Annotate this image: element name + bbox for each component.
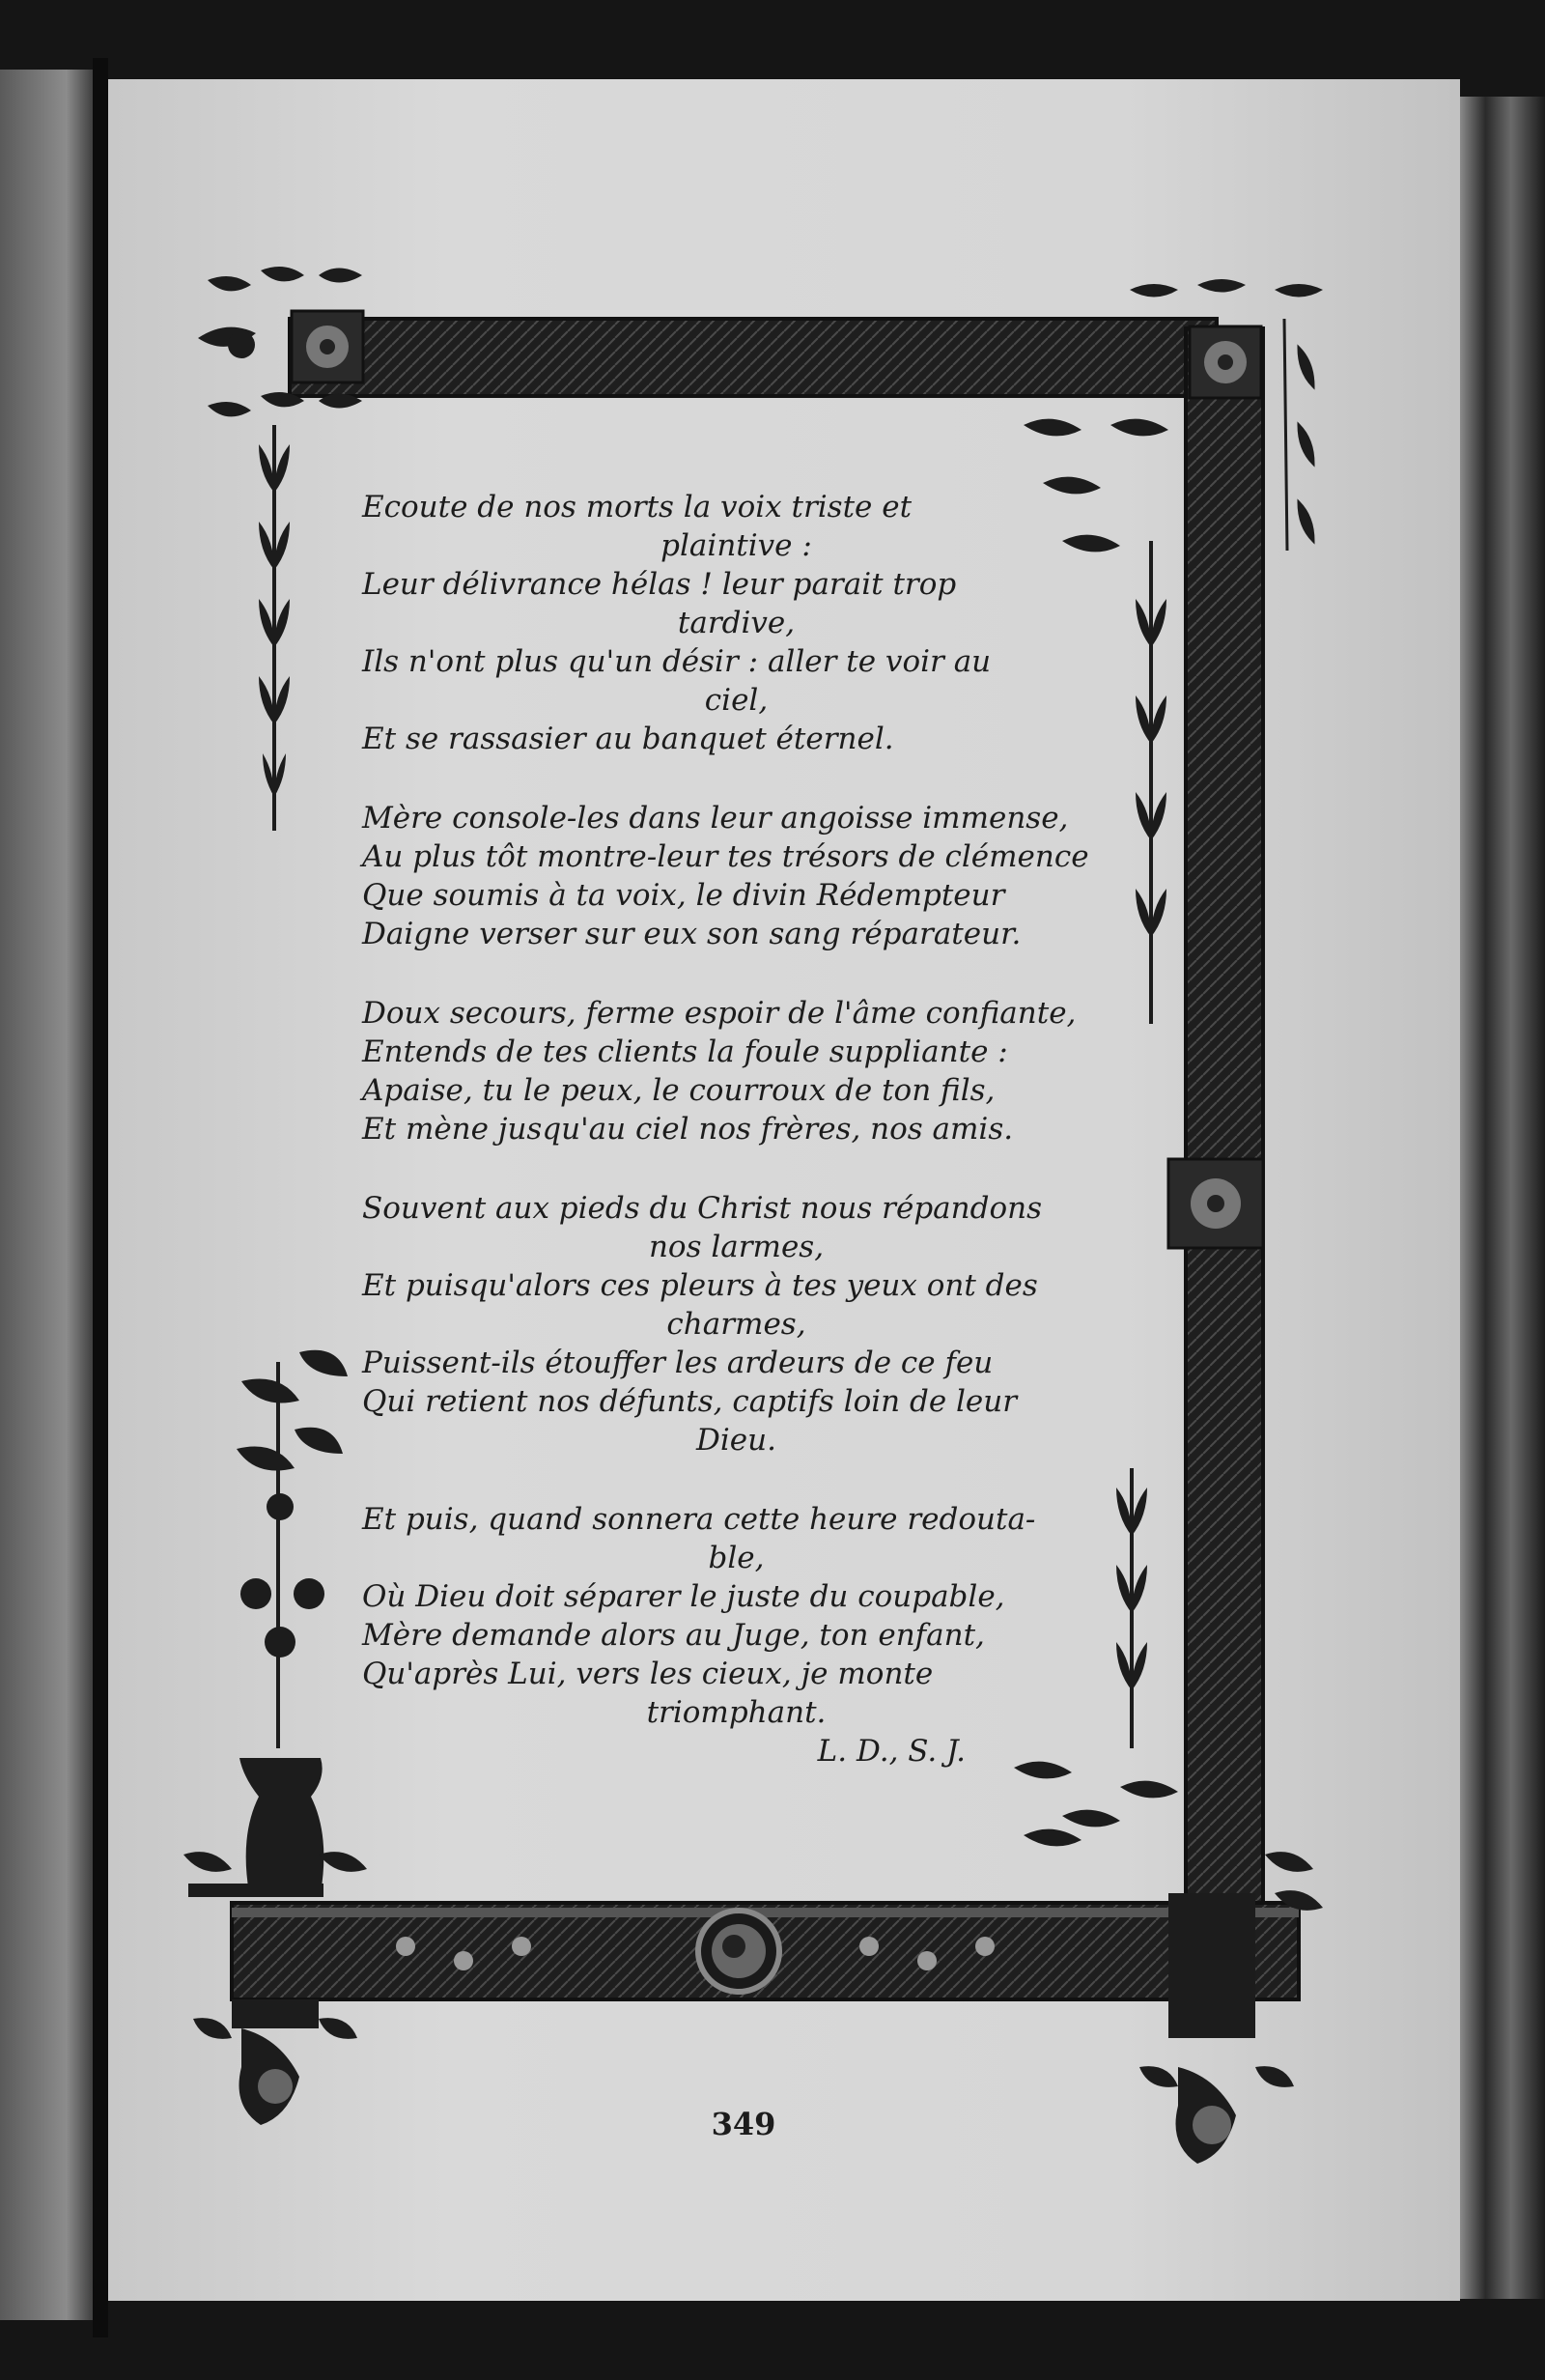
poem-line: Où Dieu doit séparer le juste du coupable, [362,1579,1005,1614]
poem-line: Ecoute de nos morts la voix triste et [362,490,913,524]
poem-line: Leur délivrance hélas ! leur parait trop [362,567,957,602]
poem-line: Ils n'ont plus qu'un désir : aller te voir au [362,644,992,679]
page-number: 349 [711,2106,776,2142]
right-page-edge [1460,97,1545,2299]
poem-line: Apaise, tu le peux, le courroux de ton fils, [362,1073,996,1108]
poem-line: Doux secours, ferme espoir de l'âme confiante, [362,996,1077,1031]
poem-line: Qui retient nos défunts, captifs loin de leur [362,1384,1018,1419]
poem-line-continuation: nos larmes, [648,1230,825,1264]
poem-line: Puissent-ils étouffer les ardeurs de ce feu [362,1346,994,1380]
poem-line-continuation: plaintive : [660,528,812,563]
poem-line: Et se rassasier au banquet éternel. [362,722,894,756]
poem-line-continuation: ciel, [704,683,769,718]
poem-line-continuation: ble, [708,1541,765,1575]
poem-line: Que soumis à ta voix, le divin Rédempteur [362,878,1005,913]
stanza-3 [362,994,1110,1148]
poem-line-continuation: Dieu. [696,1423,776,1458]
poem-line: Entends de tes clients la foule suppliante : [362,1034,1008,1069]
left-page-edge [0,70,95,2320]
poem-line: Souvent aux pieds du Christ nous répandons [362,1191,1042,1226]
stanza-2 [362,799,1110,953]
poem [362,488,1110,1771]
poem-line-continuation: charmes, [666,1307,806,1342]
poem-line: Au plus tôt montre-leur tes trésors de clémence [362,839,1089,874]
poem-line: Mère console-les dans leur angoisse immense, [362,801,1069,836]
stanza-1 [362,488,1110,758]
author-signature: L. D., S. J. [817,1734,966,1769]
poem-line: Mère demande alors au Juge, ton enfant, [362,1618,985,1653]
poem-line: Daigne verser sur eux son sang réparateur. [362,917,1022,951]
poem-line: Et puisqu'alors ces pleurs à tes yeux ont des [362,1268,1038,1303]
stanza-5 [362,1500,1110,1771]
poem-line: Qu'après Lui, vers les cieux, je monte [362,1657,934,1691]
stanza-4 [362,1189,1110,1459]
poem-line-continuation: triomphant. [646,1695,827,1730]
book-spine [93,58,108,2338]
poem-line: Et mène jusqu'au ciel nos frères, nos amis. [362,1112,1014,1147]
poem-line: Et puis, quand sonnera cette heure redouta- [362,1502,1036,1537]
poem-line-continuation: tardive, [677,606,796,640]
